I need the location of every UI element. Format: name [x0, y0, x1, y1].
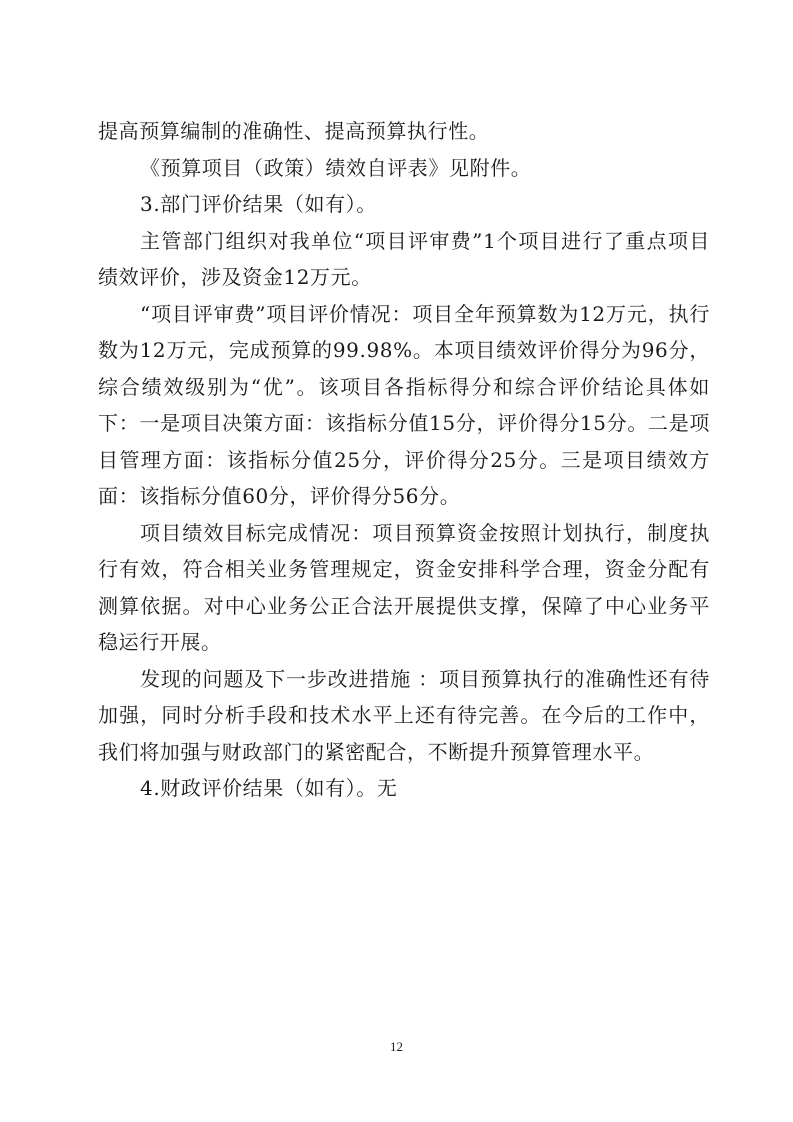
heading-department-evaluation: 3.部门评价结果（如有）。: [140, 192, 377, 216]
page-number: 12: [390, 1039, 403, 1054]
heading-finance-evaluation: 4.财政评价结果（如有）。无: [140, 776, 398, 800]
paragraph-goal-completion: 项目绩效目标完成情况：项目预算资金按照计划执行，制度执行有效，符合相关业务管理规定，资金安排科学合理，资金分配有测算依据。对中心业务公正合法开展提供支撑，保障了中心业务平稳运行开展。: [98, 520, 710, 654]
paragraph-appendix-note: 《预算项目（政策）绩效自评表》见附件。: [140, 155, 532, 180]
paragraph-project-evaluation: “项目评审费”项目评价情况：项目全年预算数为12万元，执行数为12万元，完成预算的99.98%。本项目绩效评价得分为96分，综合绩效级别为“优”。该项目各指标得分和综合评价结论具体如下：一是项目决策方面：该指标分值15分，评价得分15分。二是项目管理方面：该指标分值25分，评价得分25分。三是项目绩效方面：该指标分值60分，评价得分56分。: [98, 301, 710, 508]
document-body: [98, 113, 710, 807]
paragraph-problems-improvements: 发现的问题及下一步改进措施 ：项目预算执行的准确性还有待加强，同时分析手段和技术水平上还有待完善。在今后的工作中，我们将加强与财政部门的紧密配合，不断提升预算管理水平。: [98, 666, 710, 764]
paragraph-key-evaluation: 主管部门组织对我单位“项目评审费”1个项目进行了重点项目绩效评价，涉及资金12万元。: [98, 228, 710, 289]
paragraph-budget-accuracy: 提高预算编制的准确性、提高预算执行性。: [98, 119, 490, 143]
